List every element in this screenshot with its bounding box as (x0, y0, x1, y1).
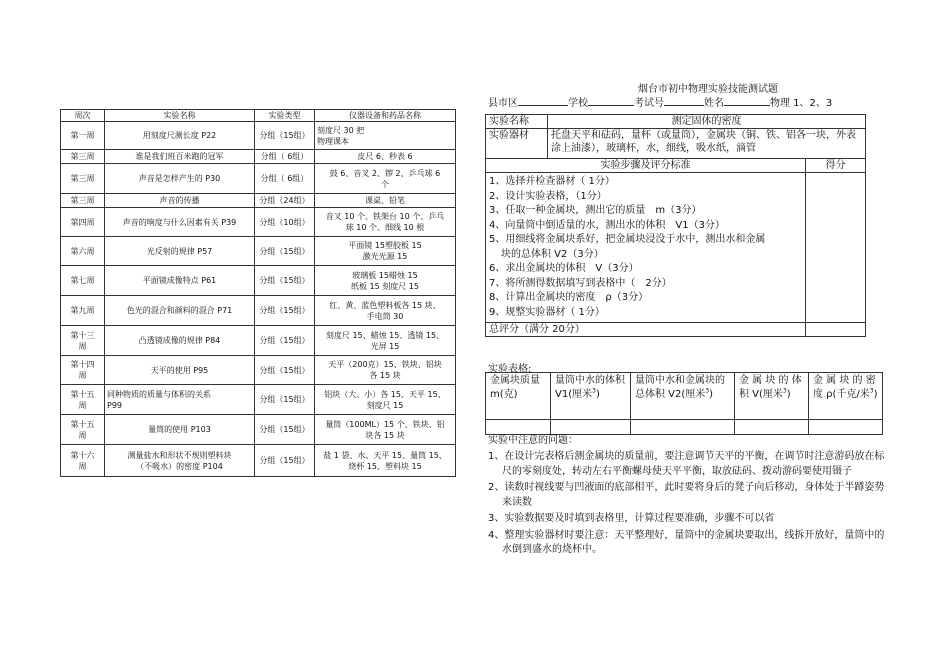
week-cell: 第一周 (61, 122, 105, 150)
exam-table (485, 114, 866, 337)
step-item: 3、任取一种金属块，测出它的质量 m（3分） (489, 205, 702, 216)
equipment-cell: 音叉 10 个、铁架台 10 个、乒乓 球 10 个、细线 10 根 (315, 208, 456, 237)
total-volume-column-header: 量筒中水和金属块的总体积 V2(厘米$^3$) (631, 373, 735, 420)
equipment-cell: 平面镜 15塑胶板 15 激光光源 15 (315, 237, 456, 266)
type-cell: 分组（15组） (255, 326, 315, 356)
total-score-cell[interactable] (806, 323, 866, 337)
county-label: 县市区 (488, 98, 518, 109)
equipment-cell: 刻度尺 30 把 物理课本 (315, 122, 456, 150)
table-row (61, 194, 456, 208)
experiment-name-cell: 声音的传播 (105, 194, 255, 208)
equipment-cell: 铝块（大、小）各 15、天平 15、 刻度尺 15 (315, 385, 456, 415)
header-type: 实验类型 (255, 110, 315, 122)
equipment-label: 实验器材 (486, 129, 548, 159)
type-cell: 分组（15组） (255, 385, 315, 415)
exam-total-row (486, 323, 866, 337)
experiment-name-cell: 谁是我们班百米跑的冠军 (105, 150, 255, 164)
record-header-row (486, 373, 883, 420)
note-item: 3、实验数据要及时填到表格里，计算过程要准确，步骤不可以省 (488, 513, 775, 524)
total-score-label: 总评分（满分 20分） (486, 323, 806, 337)
table-row (61, 415, 456, 445)
subject-label: 物理 1、2、3 (770, 98, 833, 109)
exam-name-row (486, 115, 866, 129)
type-cell: 分组（10组） (255, 208, 315, 237)
experiment-name-cell: 凸透镜成像的规律 P84 (105, 326, 255, 356)
equipment-cell: 红、黄、蓝色塑料板各 15 块、 手电筒 30 (315, 296, 456, 326)
school-blank[interactable] (588, 105, 634, 106)
type-cell: 分组（15组） (255, 266, 315, 296)
schedule-header-row (61, 110, 456, 122)
block-volume-column-header: 金 属 块 的 体 积 V(厘米$^3$) (735, 373, 809, 420)
equipment-cell: 天平（200克）15、铁块、铝块 各 15 块 (315, 356, 456, 385)
type-cell: 分组（15组） (255, 237, 315, 266)
experiment-name-cell: 天平的使用 P95 (105, 356, 255, 385)
type-cell: 分组（ 6组） (255, 164, 315, 194)
experiment-name-cell: 同种物质的质量与体积的关系 P99 (105, 385, 255, 415)
equipment-cell: 盐 1 袋、水、天平 15、量筒 15、 烧杯 15、塑料块 15 (315, 445, 456, 477)
type-cell: 分组（ 6组） (255, 150, 315, 164)
header-equipment: 仪器设备和药品名称 (315, 110, 456, 122)
experiment-name-cell: 声音的响度与什么因素有关 P39 (105, 208, 255, 237)
equipment-cell: 玻璃板 15蜡烛 15 纸板 15 刻度尺 15 (315, 266, 456, 296)
table-row (61, 266, 456, 296)
exam-steps-row (486, 173, 866, 323)
note-item: 2、读数时视线要与凹液面的底部相平，此时要将身后的凳子向后移动，身体处于半蹲姿势来读数 (488, 482, 885, 508)
step-item: 块的总体积 V2（3分） (501, 248, 604, 260)
step-item: 8、计算出金属块的密度 ρ（3分） (489, 292, 649, 303)
week-cell: 第六周 (61, 237, 105, 266)
step-item: 5、用细线将金属块系好，把金属块浸没于水中，测出水和金属 (489, 234, 766, 245)
experiment-name-label: 实验名称 (486, 115, 548, 129)
equipment-cell: 量筒（100ML）15 个、铁块、铝 块各 15 块 (315, 415, 456, 445)
experiment-name-cell: 量筒的使用 P103 (105, 415, 255, 445)
step-item: 6、求出金属块的体积 V（3分） (489, 263, 639, 274)
table-row (61, 122, 456, 150)
step-item: 2、设计实验表格，（1分） (489, 190, 607, 202)
exam-equipment-row (486, 129, 866, 159)
week-cell: 第十五 周 (61, 385, 105, 415)
week-cell: 第四周 (61, 208, 105, 237)
table-row (61, 326, 456, 356)
exam-info-line (488, 97, 868, 111)
step-item: 4、向量筒中倒适量的水，测出水的体积 V1（3分） (489, 219, 725, 231)
type-cell: 分组（24组） (255, 194, 315, 208)
student-name-blank[interactable] (724, 105, 770, 106)
record-table-title: 实验表格: (488, 364, 532, 375)
notes-title: 实验中注意的问题： (488, 435, 578, 446)
equipment-cell: 鼓 6、音叉 2、锣 2、乒乓球 6 个 (315, 164, 456, 194)
step-item: 9、规整实验器材（ 1分） (489, 306, 605, 318)
experiment-name-value: 测定固体的密度 (548, 115, 866, 129)
county-blank[interactable] (518, 105, 568, 106)
note-item: 1、在设计完表格后测金属块的质量前，要注意调节天平的平衡，在调节时注意游码放在标尺的零刻度处，转动左右平衡螺母使天平平衡，取放砝码、拨动游码要使用镊子 (488, 451, 885, 477)
table-row (61, 237, 456, 266)
week-cell: 第十三 周 (61, 326, 105, 356)
experiment-name-cell: 声音是怎样产生的 P30 (105, 164, 255, 194)
experiment-name-cell: 平面镜成像特点 P61 (105, 266, 255, 296)
exam-number-blank[interactable] (664, 105, 704, 106)
water-volume-column-header: 量筒中水的体积 V1(厘米$^3$) (551, 373, 631, 420)
equipment-cell: 课桌、铅笔 (315, 194, 456, 208)
exam-header (488, 83, 868, 111)
student-name-label: 姓名 (704, 98, 724, 109)
experiment-name-cell: 色光的混合和颜料的混合 P71 (105, 296, 255, 326)
notes-section (488, 433, 888, 558)
week-cell: 第九周 (61, 296, 105, 326)
type-cell: 分组（15组） (255, 122, 315, 150)
week-cell: 第十四 周 (61, 356, 105, 385)
table-row (61, 296, 456, 326)
table-row (61, 150, 456, 164)
header-week: 周次 (61, 110, 105, 122)
step-item: 7、将所测得数据填写到表格中（ 2分） (489, 277, 672, 289)
mass-column-header: 金属块质量 m(克) (486, 373, 551, 420)
header-name: 实验名称 (105, 110, 255, 122)
steps-header: 实验步骤及评分标准 (486, 159, 806, 173)
type-cell: 分组（15组） (255, 445, 315, 477)
table-row (61, 208, 456, 237)
experiment-name-cell: 用刻度尺测长度 P22 (105, 122, 255, 150)
exam-steps-header-row (486, 159, 866, 173)
school-label: 学校 (568, 98, 588, 109)
week-cell: 第七周 (61, 266, 105, 296)
type-cell: 分组（15组） (255, 356, 315, 385)
equipment-cell: 刻度尺 15、蜡烛 15、透镜 15、 光屏 15 (315, 326, 456, 356)
experiment-name-cell: 光反射的规律 P57 (105, 237, 255, 266)
type-cell: 分组（15组） (255, 296, 315, 326)
equipment-value: 托盘天平和砝码，量杯（或量筒），金属块（铜、铁、铝各一块，外表涂上油漆），玻璃杯，水，细线，吸水纸，滴管 (548, 129, 866, 159)
table-row (61, 356, 456, 385)
table-row (61, 164, 456, 194)
equipment-cell: 皮尺 6、秒表 6 (315, 150, 456, 164)
density-column-header: 金 属 块 的 密 度 ρ(千克/米$^3$) (809, 373, 883, 420)
step-item: 1、选择并检查器材（ 1分） (489, 176, 615, 187)
week-cell: 第三周 (61, 164, 105, 194)
week-cell: 第三周 (61, 150, 105, 164)
steps-list (486, 173, 806, 323)
week-cell: 第十六 周 (61, 445, 105, 477)
score-cell[interactable] (806, 173, 866, 323)
record-table (485, 372, 883, 435)
exam-title: 烟台市初中物理实验技能测试题 (638, 84, 778, 95)
exam-number-label: 考试号 (634, 98, 664, 109)
table-row (61, 385, 456, 415)
type-cell: 分组（15组） (255, 415, 315, 445)
score-header: 得分 (806, 159, 866, 173)
experiment-schedule-table (60, 109, 456, 477)
note-item: 4、整理实验器材时要注意：天平整理好，量筒中的金属块要取出，线拆开放好，量筒中的水倒到盛水的烧杯中。 (488, 529, 885, 555)
experiment-name-cell: 测量盐水和形状不规则塑料块 （不吸水）的密度 P104 (105, 445, 255, 477)
week-cell: 第三周 (61, 194, 105, 208)
table-row (61, 445, 456, 477)
week-cell: 第十五 周 (61, 415, 105, 445)
